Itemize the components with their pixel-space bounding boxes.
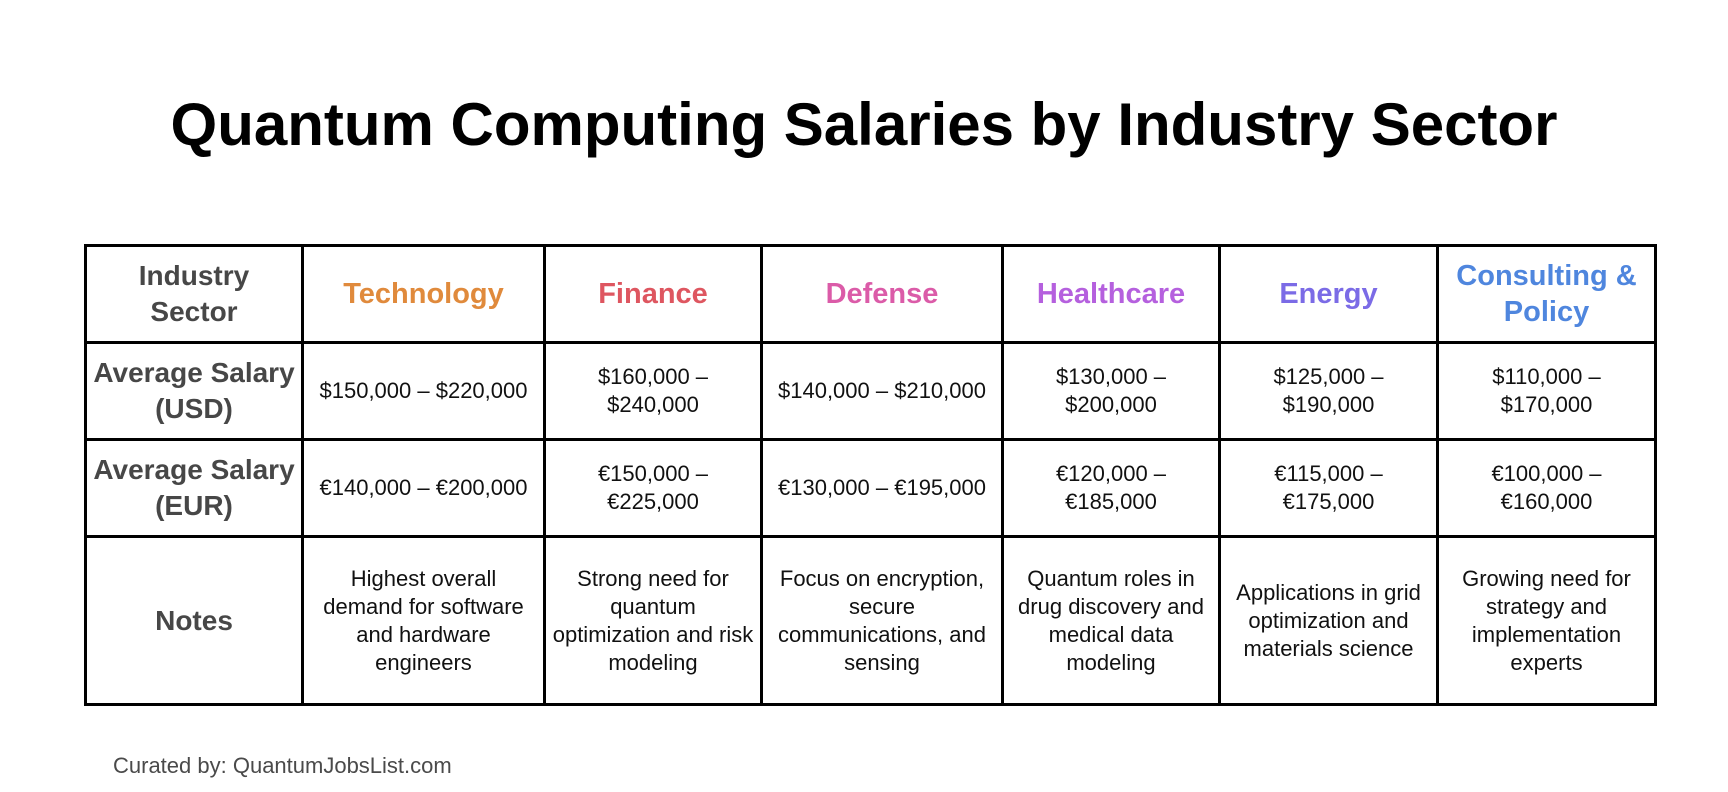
eur-salary-row — [86, 440, 1656, 537]
row-label-notes: Notes — [86, 537, 303, 705]
eur-energy: €115,000 – €175,000 — [1220, 440, 1438, 537]
usd-energy: $125,000 – $190,000 — [1220, 343, 1438, 440]
usd-defense: $140,000 – $210,000 — [762, 343, 1003, 440]
usd-salary-row — [86, 343, 1656, 440]
page-title: Quantum Computing Salaries by Industry Sector — [170, 91, 1558, 158]
sector-header-energy: Energy — [1220, 246, 1438, 343]
sector-header-defense: Defense — [762, 246, 1003, 343]
curated-by-credit: Curated by: QuantumJobsList.com — [113, 753, 452, 778]
notes-defense: Focus on encryption, secure communications, and sensing — [762, 537, 1003, 705]
header-row — [86, 246, 1656, 343]
sector-header-healthcare: Healthcare — [1003, 246, 1220, 343]
notes-row — [86, 537, 1656, 705]
row-label-usd: Average Salary (USD) — [86, 343, 303, 440]
usd-finance: $160,000 – $240,000 — [545, 343, 762, 440]
notes-healthcare: Quantum roles in drug discovery and medical data modeling — [1003, 537, 1220, 705]
usd-healthcare: $130,000 – $200,000 — [1003, 343, 1220, 440]
eur-healthcare: €120,000 – €185,000 — [1003, 440, 1220, 537]
notes-finance: Strong need for quantum optimization and risk modeling — [545, 537, 762, 705]
salary-table — [84, 244, 1657, 706]
sector-header-finance: Finance — [545, 246, 762, 343]
usd-technology: $150,000 – $220,000 — [303, 343, 545, 440]
notes-consulting-policy: Growing need for strategy and implementation experts — [1438, 537, 1656, 705]
eur-consulting-policy: €100,000 – €160,000 — [1438, 440, 1656, 537]
sector-header-consulting-policy: Consulting & Policy — [1438, 246, 1656, 343]
notes-technology: Highest overall demand for software and hardware engineers — [303, 537, 545, 705]
usd-consulting-policy: $110,000 – $170,000 — [1438, 343, 1656, 440]
sector-header-technology: Technology — [303, 246, 545, 343]
eur-technology: €140,000 – €200,000 — [303, 440, 545, 537]
notes-energy: Applications in grid optimization and materials science — [1220, 537, 1438, 705]
eur-defense: €130,000 – €195,000 — [762, 440, 1003, 537]
row-label-eur: Average Salary (EUR) — [86, 440, 303, 537]
eur-finance: €150,000 – €225,000 — [545, 440, 762, 537]
corner-label: Industry Sector — [86, 246, 303, 343]
